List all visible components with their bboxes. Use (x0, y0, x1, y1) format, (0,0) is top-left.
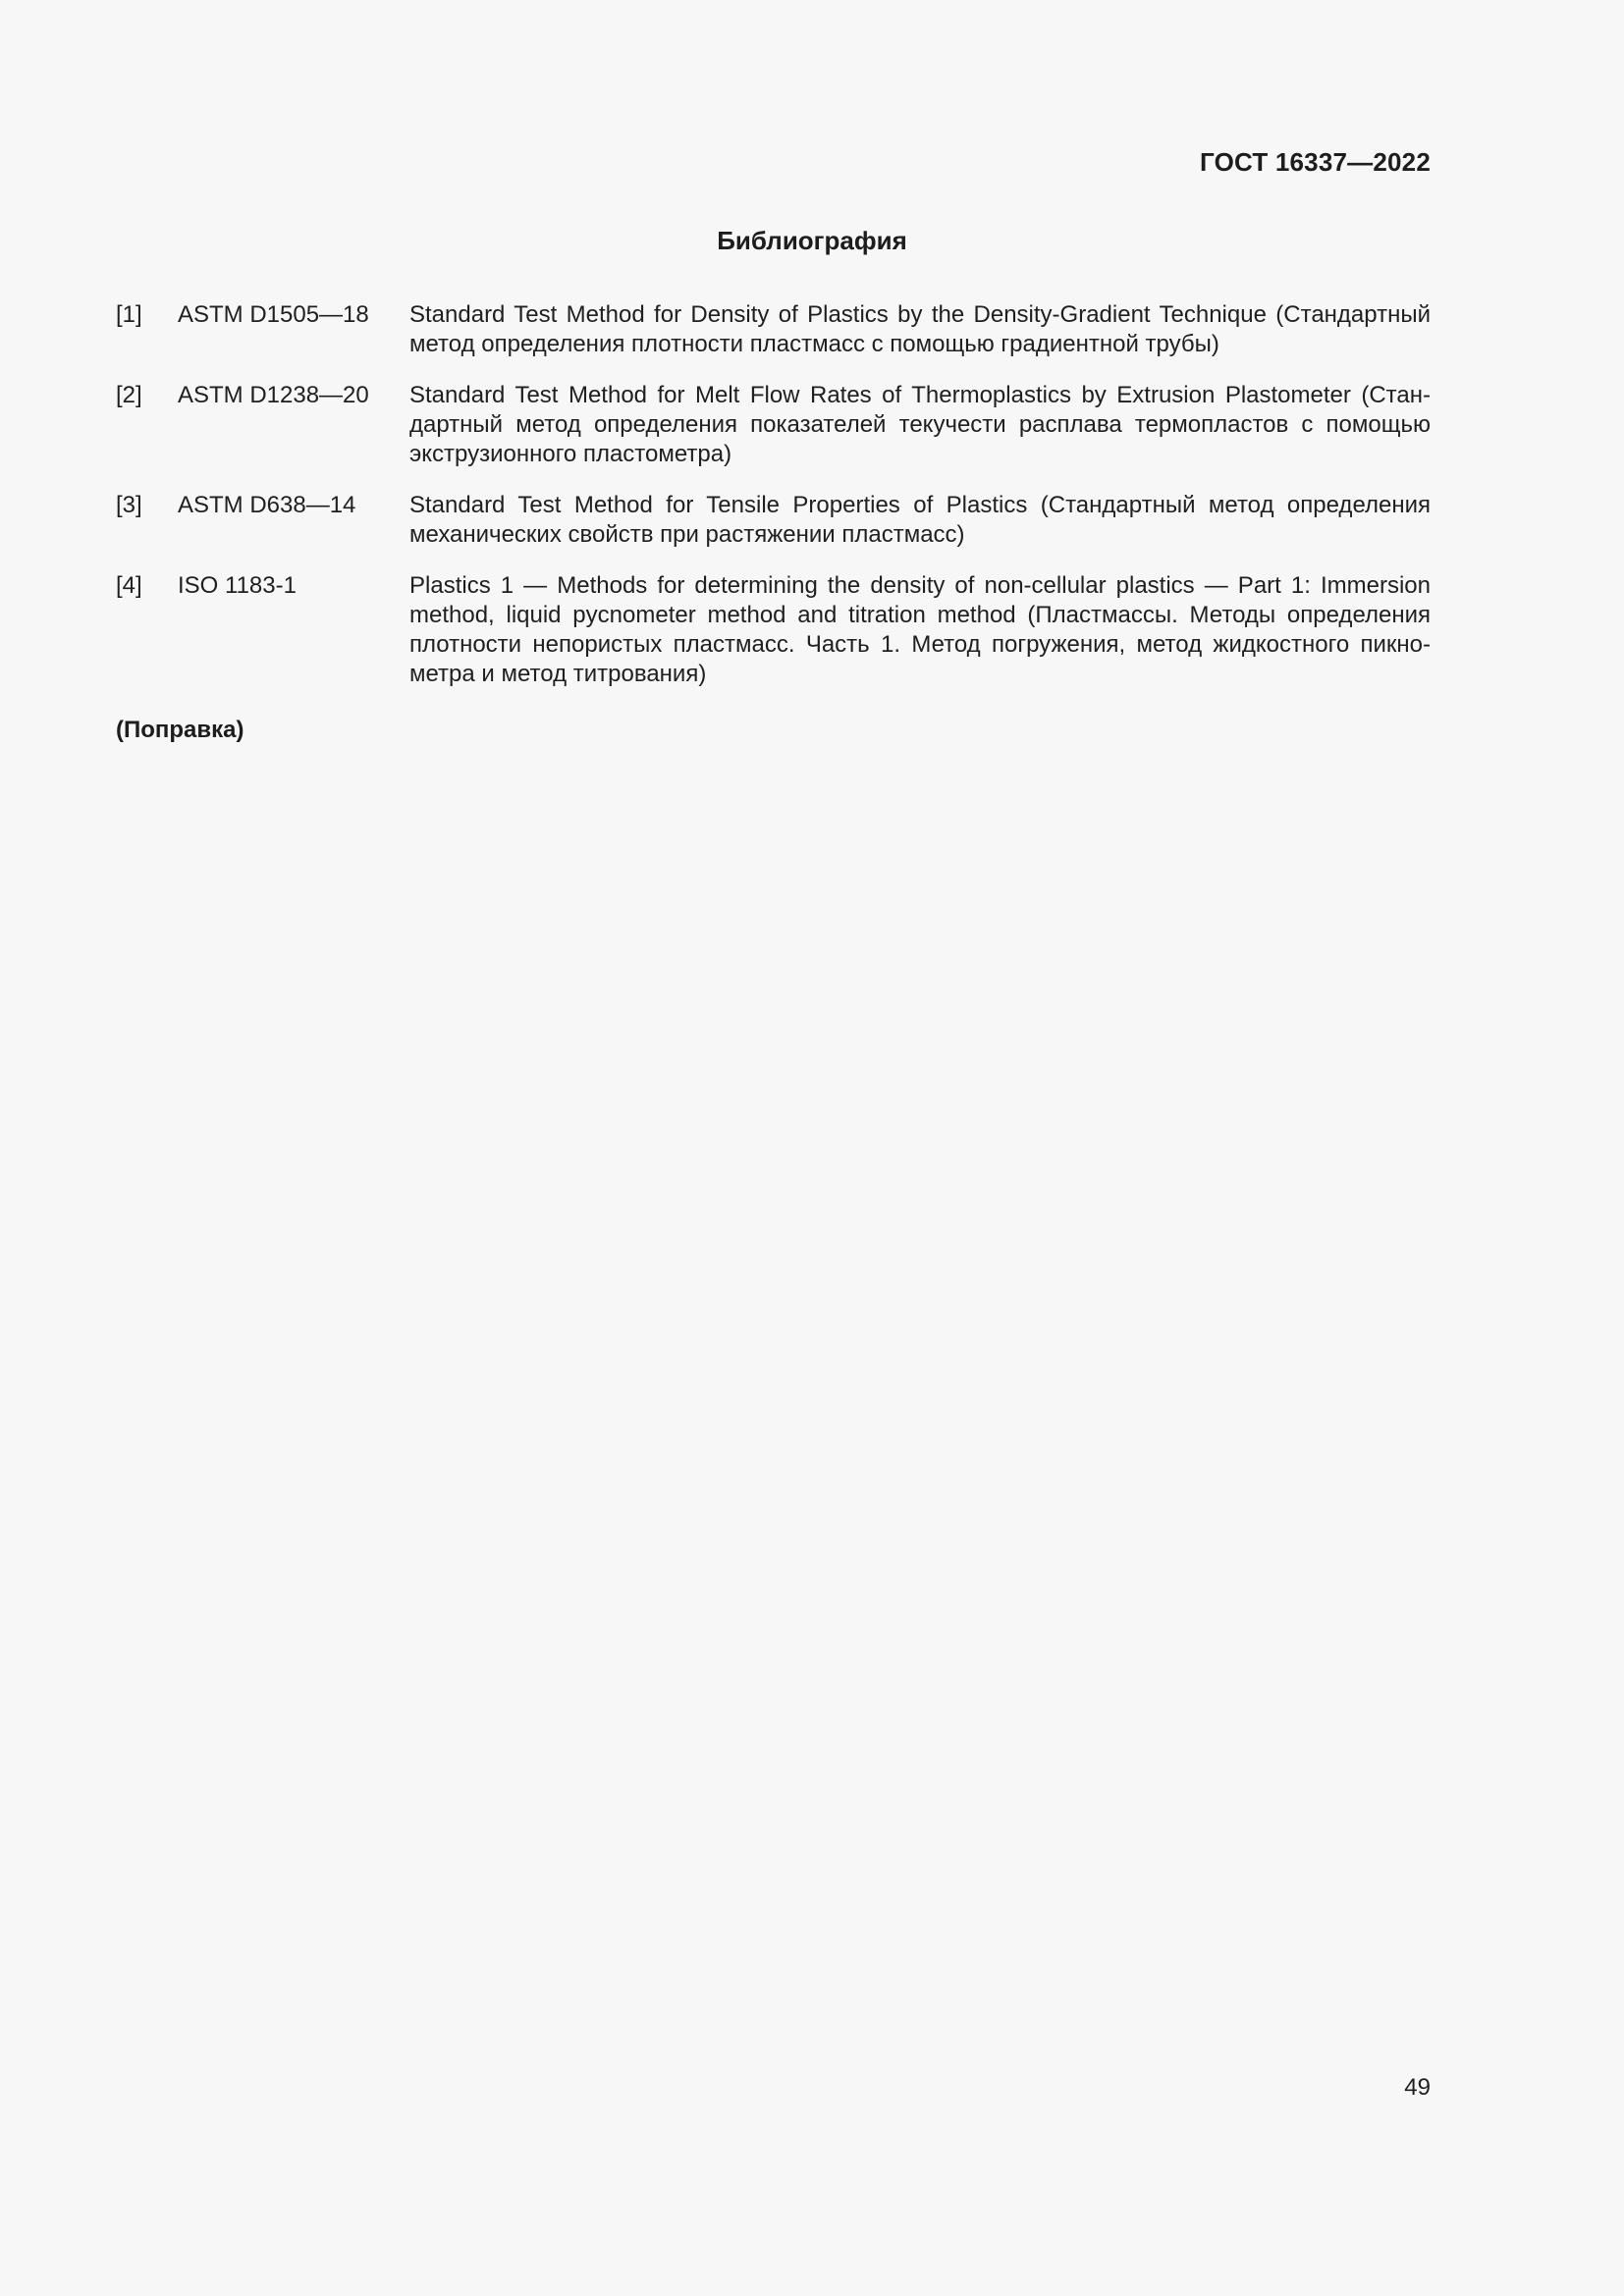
bibliography-list (116, 300, 1431, 711)
entry-standard-code: ASTM D1505—18 (178, 301, 369, 328)
document-code: ГОСТ 16337—2022 (1200, 147, 1431, 177)
entry-standard-code: ASTM D638—14 (178, 492, 356, 518)
entry-description: Standard Test Method for Tensile Properties of Plastics (Стандартный метод определения механических свойств при растяжении пластмасс) (409, 492, 1431, 548)
amendment-note: (Поправка) (116, 717, 244, 743)
entry-description: Standard Test Method for Melt Flow Rates of Thermoplastics by Extrusion Plastometer (Стандартный метод определения показателей текучести расплава термопластов с помощью экструзионного пластометра) (409, 382, 1431, 467)
bibliography-entry (116, 381, 1431, 469)
entry-description: Plastics 1 — Methods for determining the density of non-cellular plastics — Part 1: Immersion method, liquid pycnometer method and titration method (Пластмассы. Методы определения плотности непористых пластмасс. Часть 1. Метод погружения, метод жидкостного пикнометра и метод титрования) (409, 572, 1431, 687)
entry-number: [3] (116, 492, 142, 518)
entry-description: Standard Test Method for Density of Plastics by the Density-Gradient Technique (Стандартный метод определения плотности пластмасс с помощью градиентной трубы) (409, 301, 1431, 357)
entry-number: [1] (116, 301, 142, 328)
entry-number: [4] (116, 572, 142, 599)
entry-number: [2] (116, 382, 142, 408)
bibliography-entry (116, 491, 1431, 550)
bibliography-title: Библиография (717, 226, 907, 255)
entry-standard-code: ISO 1183-1 (178, 572, 297, 599)
entry-standard-code: ASTM D1238—20 (178, 382, 369, 408)
bibliography-entry (116, 300, 1431, 359)
bibliography-entry (116, 571, 1431, 689)
page-number: 49 (1404, 2074, 1431, 2101)
